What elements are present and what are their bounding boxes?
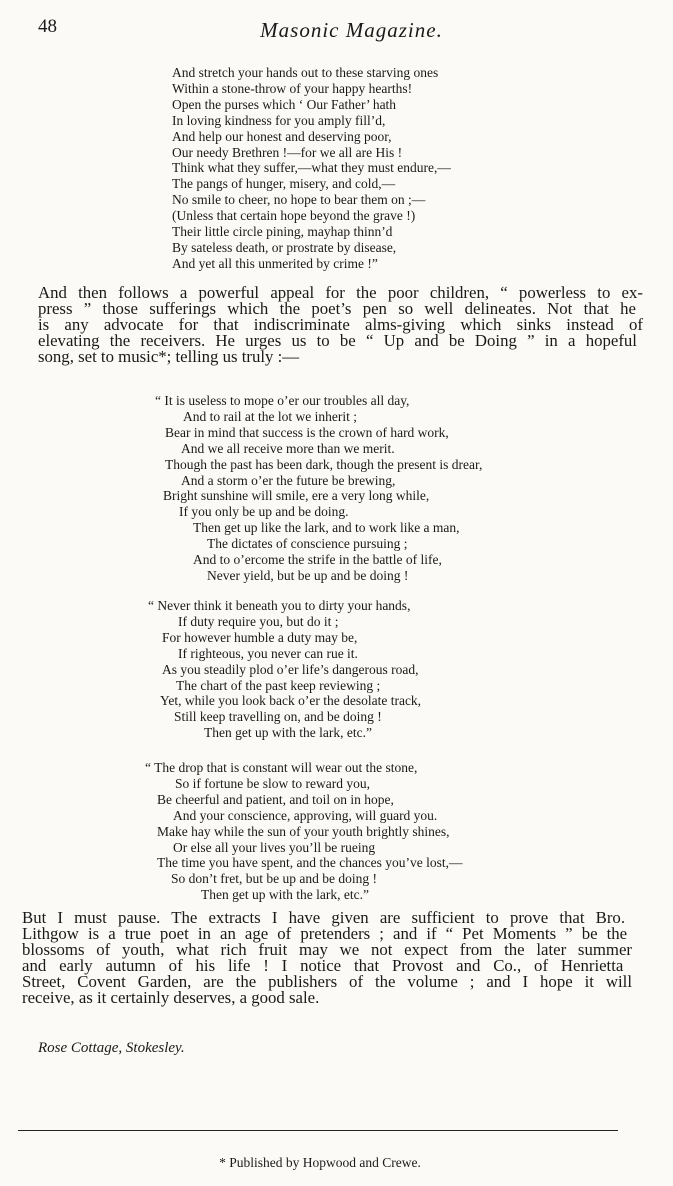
verse-line: Bear in mind that success is the crown of hard work, [165,424,449,440]
verse-line: Open the purses which ‘ Our Father’ hath [172,96,397,112]
verse-line: If duty require you, but do it ; [178,613,339,629]
verse-line: “ Never think it beneath you to dirty your hands, [148,598,411,613]
verse-line: And help our honest and deserving poor, [172,128,392,144]
verse-line: So don’t fret, but be up and be doing ! [171,871,377,887]
poem-one [172,65,451,272]
verse-line: For however humble a duty may be, [162,629,358,645]
verse-line: The time you have spent, and the chances you’ve lost,— [157,855,463,871]
verse-line: The pangs of hunger, misery, and cold,— [172,176,396,192]
prose-line: song, set to music*; telling us truly :— [38,347,300,366]
verse-line: And your conscience, approving, will guard you. [173,807,438,823]
verse-line: And to rail at the lot we inherit ; [183,408,357,424]
verse-line: And a storm o’er the future be brewing, [181,472,396,488]
prose-line: receive, as it certainly deserves, a good sale. [22,988,320,1007]
prose-line: elevating the receivers. He urges us to be “ Up and be Doing ” in a hopeful [38,331,637,350]
verse-line: Then get up with the lark, etc.” [201,887,369,903]
footnote-divider [18,1130,618,1131]
prose-line: blossoms of youth, what rich fruit may we not expect from the later summer [22,940,632,959]
verse-line: Think what they suffer,—what they must endure,— [172,160,451,176]
verse-line: Yet, while you look back o’er the desolate track, [160,693,422,709]
prose-line: is any advocate for that indiscriminate alms-giving which sinks instead of [38,315,643,334]
prose-line: And then follows a powerful appeal for the poor children, “ powerless to ex- [38,283,643,302]
paragraph-two [22,910,632,1006]
verse-line: Or else all your lives you’ll be rueing [173,839,376,855]
verse-line: Then get up like the lark, and to work like a man, [193,520,460,536]
page-number: 48 [38,16,57,37]
verse-line: If you only be up and be doing. [179,504,349,520]
signature: Rose Cottage, Stokesley. [38,1040,185,1056]
verse-line: Still keep travelling on, and be doing ! [174,709,382,725]
paragraph-one [38,285,643,365]
prose-line: press ” those sufferings which the poet’s pen so well delineates. Not that he [38,299,636,318]
verse-line: Then get up with the lark, etc.” [204,725,372,741]
verse-line: And we all receive more than we merit. [181,440,395,456]
running-title: Masonic Magazine. [260,18,443,42]
verse-line: Within a stone-throw of your happy hearths! [172,80,413,96]
prose-line: and early autumn of his life ! I notice that Provost and Co., of Henrietta [22,956,624,975]
verse-line: Bright sunshine will smile, ere a very long while, [163,488,430,504]
verse-line: “ It is useless to mope o’er our troubles all day, [155,393,410,408]
verse-line: Make hay while the sun of your youth brightly shines, [157,823,450,839]
verse-line: By sateless death, or prostrate by disease, [172,239,397,255]
verse-line: And yet all this unmerited by crime !” [172,255,378,271]
prose-line: Lithgow is a true poet in an age of pretenders ; and if “ Pet Moments ” be the [22,924,628,943]
verse-line: No smile to cheer, no hope to bear them on ;— [172,192,426,208]
verse-line: (Unless that certain hope beyond the grave !) [172,208,416,224]
song-stanza-three [145,760,463,903]
verse-line: Their little circle pining, mayhap thinn’d [172,224,393,240]
song-stanza-two [148,598,421,741]
prose-line: Street, Covent Garden, are the publishers of the volume ; and I hope it will [22,972,632,991]
verse-line: If righteous, you never can rue it. [178,645,358,661]
verse-line: As you steadily plod o’er life’s dangerous road, [162,661,419,677]
verse-line: And to o’ercome the strife in the battle of life, [193,552,442,568]
prose-line: But I must pause. The extracts I have given are sufficient to prove that Bro. [22,908,626,927]
verse-line: Though the past has been dark, though the present is drear, [165,456,483,472]
verse-line: The chart of the past keep reviewing ; [176,677,381,693]
verse-line: In loving kindness for you amply fill’d, [172,112,386,128]
verse-line: Be cheerful and patient, and toil on in hope, [157,791,394,807]
song-stanza-one [155,393,482,584]
footnote: * Published by Hopwood and Crewe. [219,1155,421,1170]
verse-line: “ The drop that is constant will wear out the stone, [145,760,418,775]
verse-line: Never yield, but be up and be doing ! [207,567,409,583]
verse-line: The dictates of conscience pursuing ; [207,536,408,552]
verse-line: And stretch your hands out to these starving ones [172,65,439,80]
verse-line: Our needy Brethren !—for we all are His ! [172,144,403,160]
verse-line: So if fortune be slow to reward you, [175,775,370,791]
